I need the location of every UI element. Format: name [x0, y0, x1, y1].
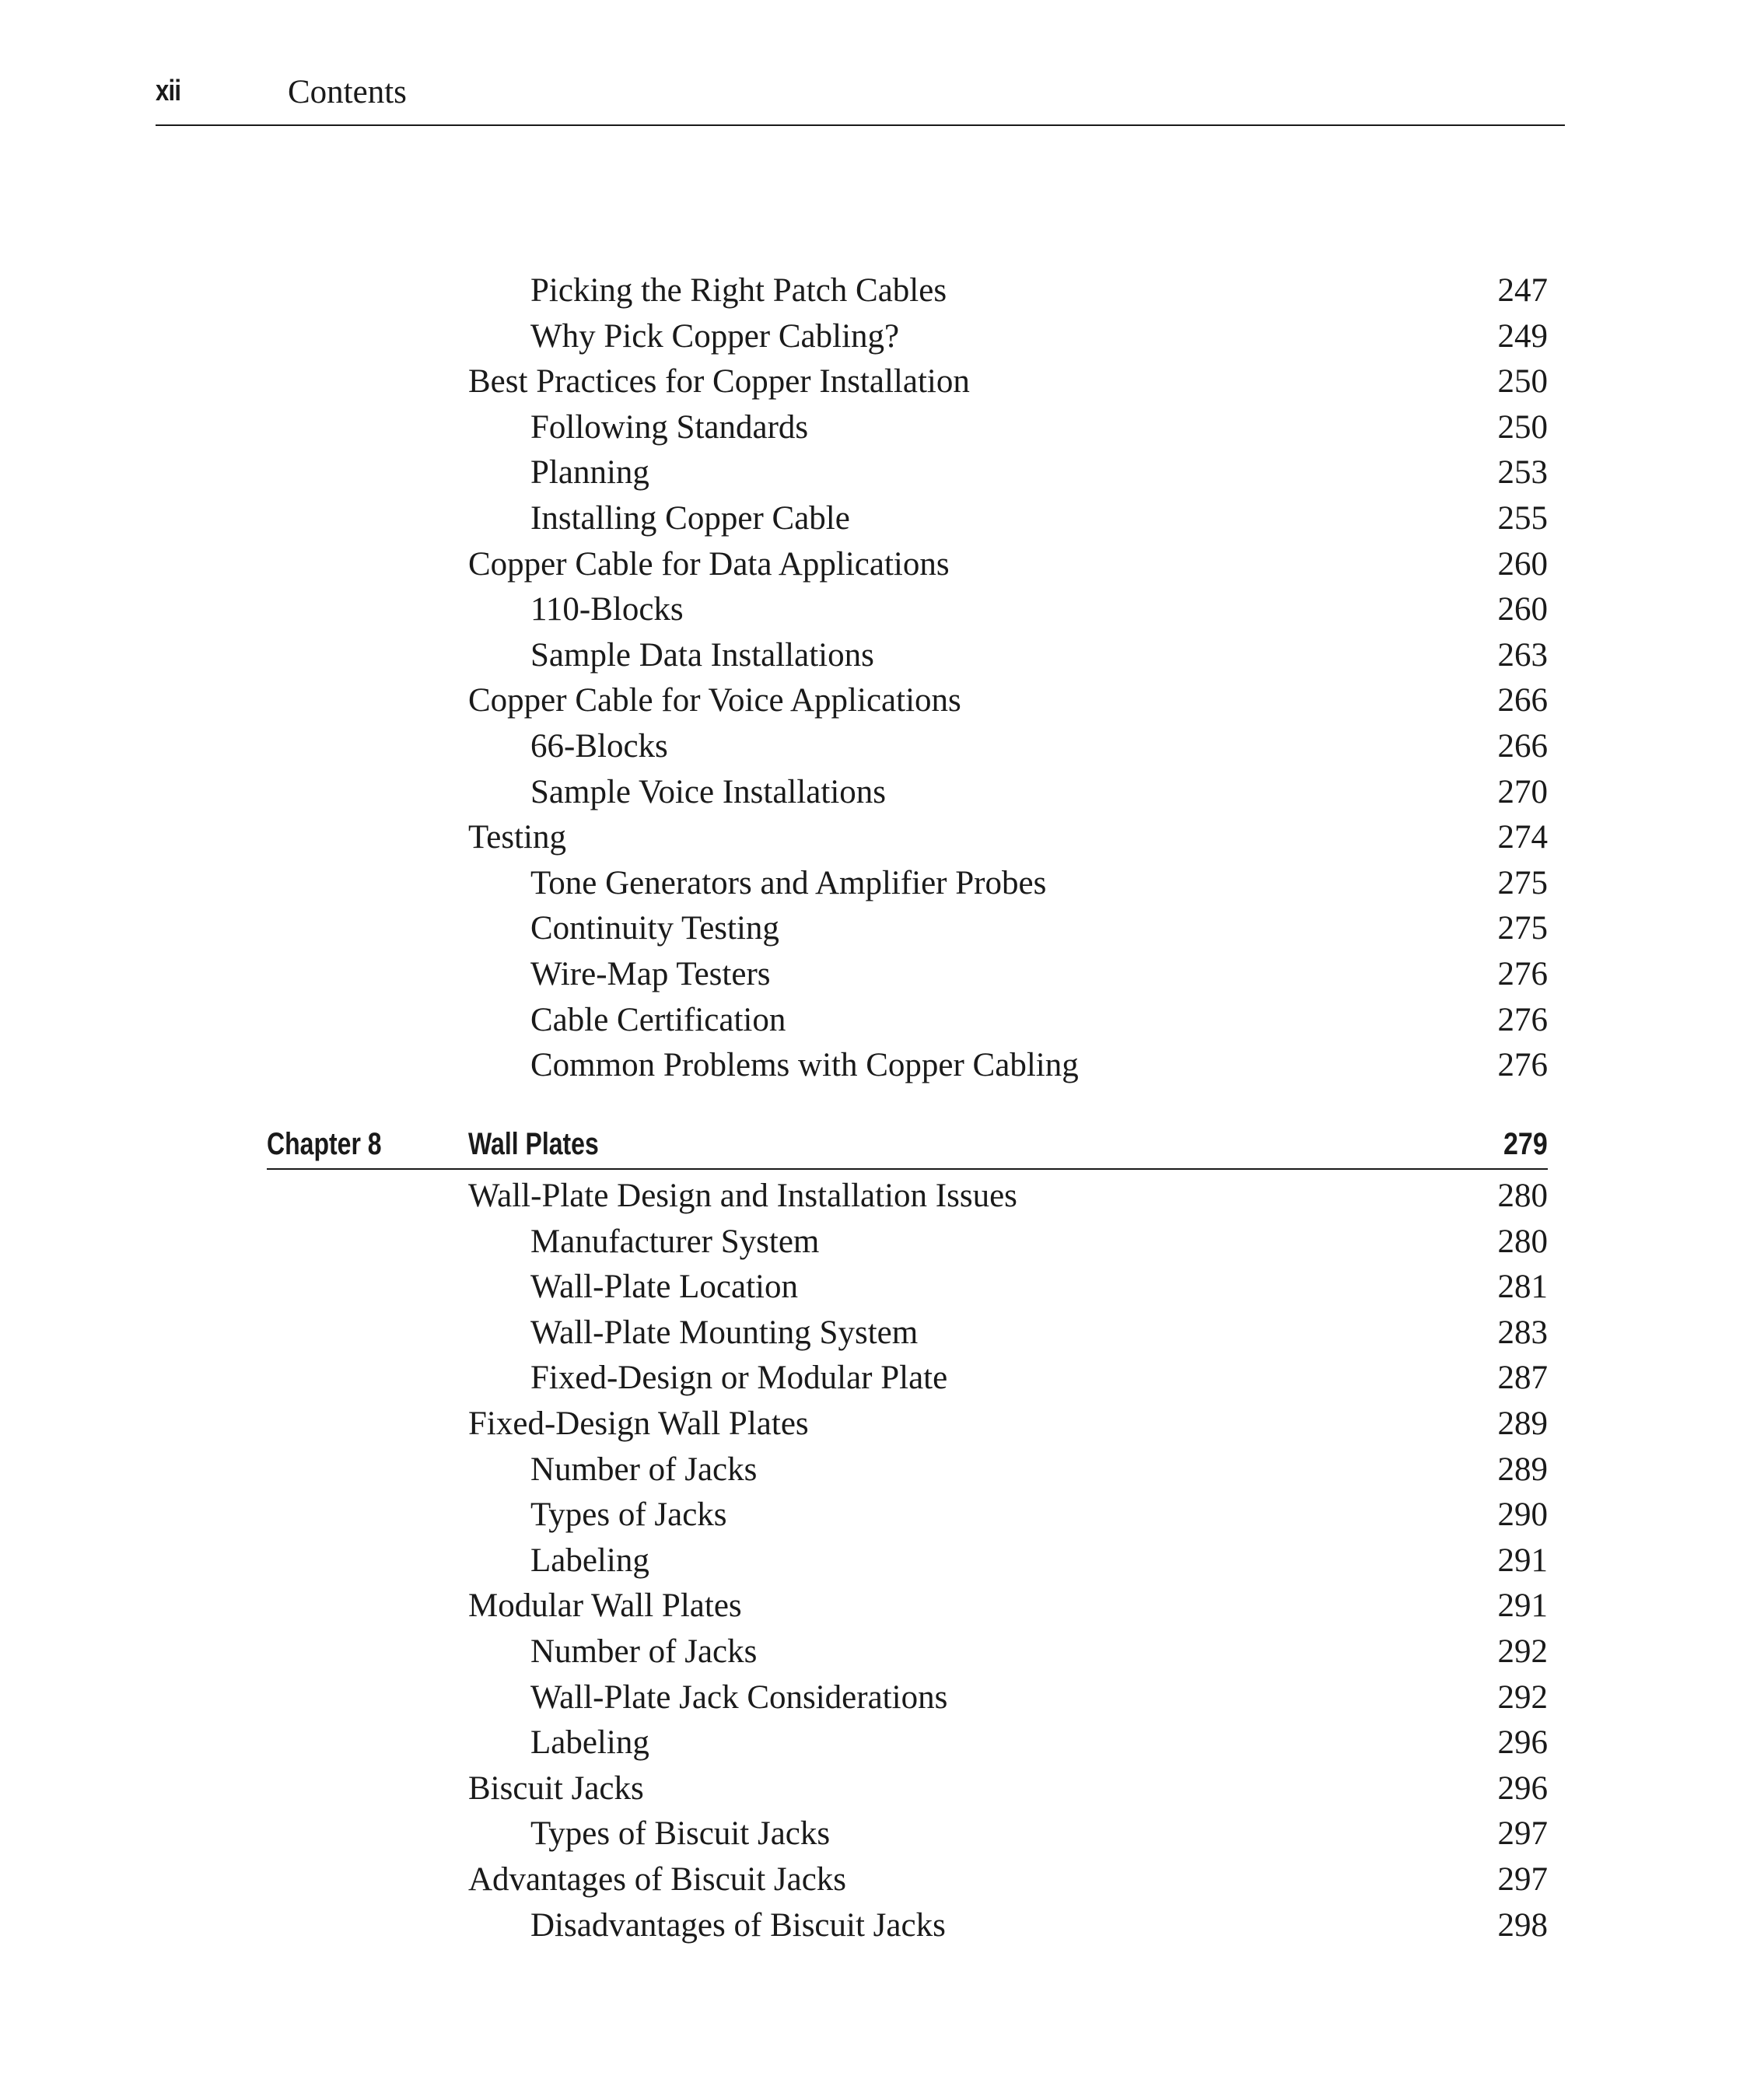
toc-entry-page: 276 [1497, 1001, 1548, 1038]
toc-entry-title: Tone Generators and Amplifier Probes [530, 864, 1047, 901]
toc-entry-title: Biscuit Jacks [468, 1769, 644, 1807]
toc-entry-title: Types of Jacks [530, 1496, 727, 1534]
toc-entry[interactable] [468, 815, 1548, 861]
toc-entry-title: Installing Copper Cable [530, 499, 850, 537]
toc-entry-title: Sample Voice Installations [530, 773, 887, 810]
toc-entry[interactable] [468, 1538, 1548, 1584]
toc-entry-title: Modular Wall Plates [468, 1587, 742, 1625]
toc-entry-page: 289 [1497, 1405, 1548, 1442]
toc-entry[interactable] [468, 1311, 1548, 1356]
toc-entry[interactable] [468, 1629, 1548, 1675]
toc-entry[interactable] [468, 998, 1548, 1044]
toc-entry[interactable] [468, 359, 1548, 405]
toc-entry-title: Planning [530, 454, 649, 492]
toc-entry[interactable] [468, 724, 1548, 770]
toc-entry[interactable] [468, 405, 1548, 451]
toc-entry-title: Labeling [530, 1724, 649, 1762]
toc-entry-title: Cable Certification [530, 1001, 786, 1038]
toc-entry-page: 280 [1497, 1178, 1548, 1214]
toc-entry-title: Fixed-Design or Modular Plate [530, 1360, 948, 1397]
toc-entry-page: 250 [1497, 363, 1548, 401]
toc-entry[interactable] [468, 952, 1548, 998]
toc-entry-title: 66-Blocks [530, 727, 668, 765]
toc-entry-page: 280 [1497, 1223, 1548, 1260]
toc-entry[interactable] [468, 1043, 1548, 1089]
toc-entry[interactable] [468, 633, 1548, 679]
toc-entry[interactable] [468, 587, 1548, 633]
toc-entry-title: Testing [468, 819, 566, 856]
toc-entry-page: 274 [1497, 819, 1548, 856]
running-title: Contents [288, 74, 407, 110]
toc-entry[interactable] [468, 1903, 1548, 1949]
toc-entry[interactable] [468, 1402, 1548, 1447]
toc-entry-title: Manufacturer System [530, 1223, 820, 1260]
chapter-page: 279 [1503, 1127, 1548, 1161]
toc-entry[interactable] [468, 906, 1548, 952]
toc-entry[interactable] [468, 1174, 1548, 1220]
toc-entry[interactable] [468, 450, 1548, 496]
toc-entry-title: Common Problems with Copper Cabling [530, 1047, 1079, 1084]
toc-entry[interactable] [468, 496, 1548, 542]
toc-entry[interactable] [468, 1493, 1548, 1538]
toc-entry[interactable] [468, 1811, 1548, 1857]
toc-entry-title: Wall-Plate Mounting System [530, 1314, 919, 1351]
toc-entry-page: 289 [1497, 1451, 1548, 1488]
toc-entry-title: Advantages of Biscuit Jacks [468, 1860, 847, 1898]
toc-entry-title: Types of Biscuit Jacks [530, 1815, 831, 1853]
toc-entry-page: 260 [1497, 591, 1548, 628]
toc-entry-page: 276 [1497, 955, 1548, 992]
toc-section-after [468, 1174, 1548, 1948]
toc-entry-page: 281 [1497, 1269, 1548, 1306]
toc-entry-title: Fixed-Design Wall Plates [468, 1405, 809, 1442]
toc-entry-title: Following Standards [530, 408, 809, 446]
toc-entry[interactable] [468, 1766, 1548, 1812]
toc-entry[interactable] [468, 1220, 1548, 1265]
toc-entry-page: 253 [1497, 454, 1548, 492]
toc-entry[interactable] [468, 1265, 1548, 1311]
toc-entry-title: Best Practices for Copper Installation [468, 363, 970, 401]
toc-entry-page: 291 [1497, 1542, 1548, 1579]
toc-entry-page: 263 [1497, 636, 1548, 674]
toc-entry-page: 260 [1497, 545, 1548, 583]
toc-entry-title: Sample Data Installations [530, 636, 874, 674]
toc-entry-title: Disadvantages of Biscuit Jacks [530, 1906, 946, 1944]
toc-entry[interactable] [468, 1584, 1548, 1629]
toc-entry-page: 296 [1497, 1724, 1548, 1762]
toc-entry[interactable] [468, 678, 1548, 724]
toc-entry[interactable] [468, 268, 1548, 314]
chapter-heading[interactable] [267, 1120, 1548, 1170]
toc-entry-title: Wall-Plate Design and Installation Issues [468, 1178, 1017, 1214]
chapter-label: Chapter 8 [267, 1127, 382, 1161]
toc-entry-page: 297 [1497, 1815, 1548, 1853]
toc-entry-page: 276 [1497, 1047, 1548, 1084]
toc-entry-title: Copper Cable for Voice Applications [468, 682, 961, 719]
toc-entry-title: Wall-Plate Jack Considerations [530, 1678, 948, 1716]
toc-entry-page: 298 [1497, 1906, 1548, 1944]
toc-entry-page: 255 [1497, 499, 1548, 537]
toc-entry[interactable] [468, 861, 1548, 907]
toc-entry-page: 250 [1497, 408, 1548, 446]
toc-entry-title: 110-Blocks [530, 591, 684, 628]
toc-entry-page: 292 [1497, 1633, 1548, 1670]
toc-entry-title: Number of Jacks [530, 1451, 758, 1488]
toc-entry[interactable] [468, 1720, 1548, 1766]
toc-entry-page: 275 [1497, 864, 1548, 901]
toc-entry-title: Why Pick Copper Cabling? [530, 317, 900, 355]
toc-entry[interactable] [468, 314, 1548, 360]
toc-entry-page: 283 [1497, 1314, 1548, 1351]
toc-entry[interactable] [468, 1675, 1548, 1721]
toc-entry-page: 266 [1497, 682, 1548, 719]
toc-entry-page: 270 [1497, 773, 1548, 810]
toc-entry-page: 249 [1497, 317, 1548, 355]
toc-entry[interactable] [468, 1857, 1548, 1903]
page-header [156, 68, 1565, 126]
toc-entry-title: Picking the Right Patch Cables [530, 272, 947, 309]
toc-entry-page: 296 [1497, 1769, 1548, 1807]
toc-entry-page: 297 [1497, 1860, 1548, 1898]
toc-entry-page: 292 [1497, 1678, 1548, 1716]
toc-entry-page: 291 [1497, 1587, 1548, 1625]
toc-entry-page: 287 [1497, 1360, 1548, 1397]
toc-section-before [468, 268, 1548, 1089]
toc-entry-page: 247 [1497, 272, 1548, 309]
toc-entry-title: Copper Cable for Data Applications [468, 545, 950, 583]
toc-entry-page: 266 [1497, 727, 1548, 765]
toc-entry-title: Wire-Map Testers [530, 955, 771, 992]
toc-entry-title: Wall-Plate Location [530, 1269, 798, 1306]
toc-entry-page: 275 [1497, 910, 1548, 947]
toc-entry[interactable] [468, 770, 1548, 816]
toc-entry-title: Continuity Testing [530, 910, 779, 947]
page-number: xii [156, 75, 181, 107]
toc-entry[interactable] [468, 542, 1548, 588]
toc-entry-title: Number of Jacks [530, 1633, 758, 1670]
toc-entry-title: Labeling [530, 1542, 649, 1579]
toc-entry[interactable] [468, 1356, 1548, 1402]
chapter-title: Wall Plates [468, 1127, 599, 1161]
toc-entry[interactable] [468, 1447, 1548, 1493]
toc-entry-page: 290 [1497, 1496, 1548, 1534]
